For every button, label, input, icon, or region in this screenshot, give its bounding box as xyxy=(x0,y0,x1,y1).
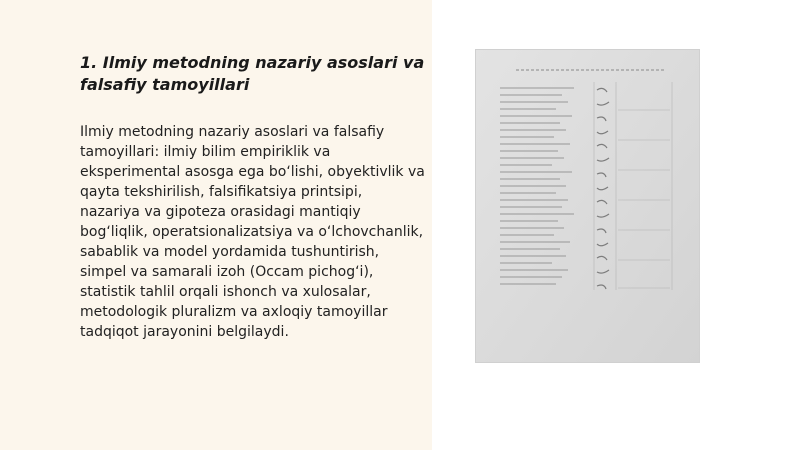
photo-of-questionnaire-document-icon xyxy=(476,50,699,362)
document-photo xyxy=(476,50,699,362)
slide-body-text: Ilmiy metodning nazariy asoslari va falsafiy tamoyillari: ilmiy bilim empiriklik va eksperimental asosga ega bo‘lishi, obyektivlik va qayta tekshirilish, falsifikatsiya printsipi, nazariya va gipoteza orasidagi mantiqiy bog‘liqlik, operatsionalizatsiya va o‘lchovchanlik, sabablik va model yordamida tushuntirish, simpel va samarali izoh (Occam pichog‘i), statistik tahlil orqali ishonch va xulosalar, metodologik pluralizm va axloqiy tamoyillar tadqiqot jarayonini belgilaydi. xyxy=(80,124,425,340)
slide-title: 1. Ilmiy metodning nazariy asoslari va falsafiy tamoyillari xyxy=(80,53,425,94)
